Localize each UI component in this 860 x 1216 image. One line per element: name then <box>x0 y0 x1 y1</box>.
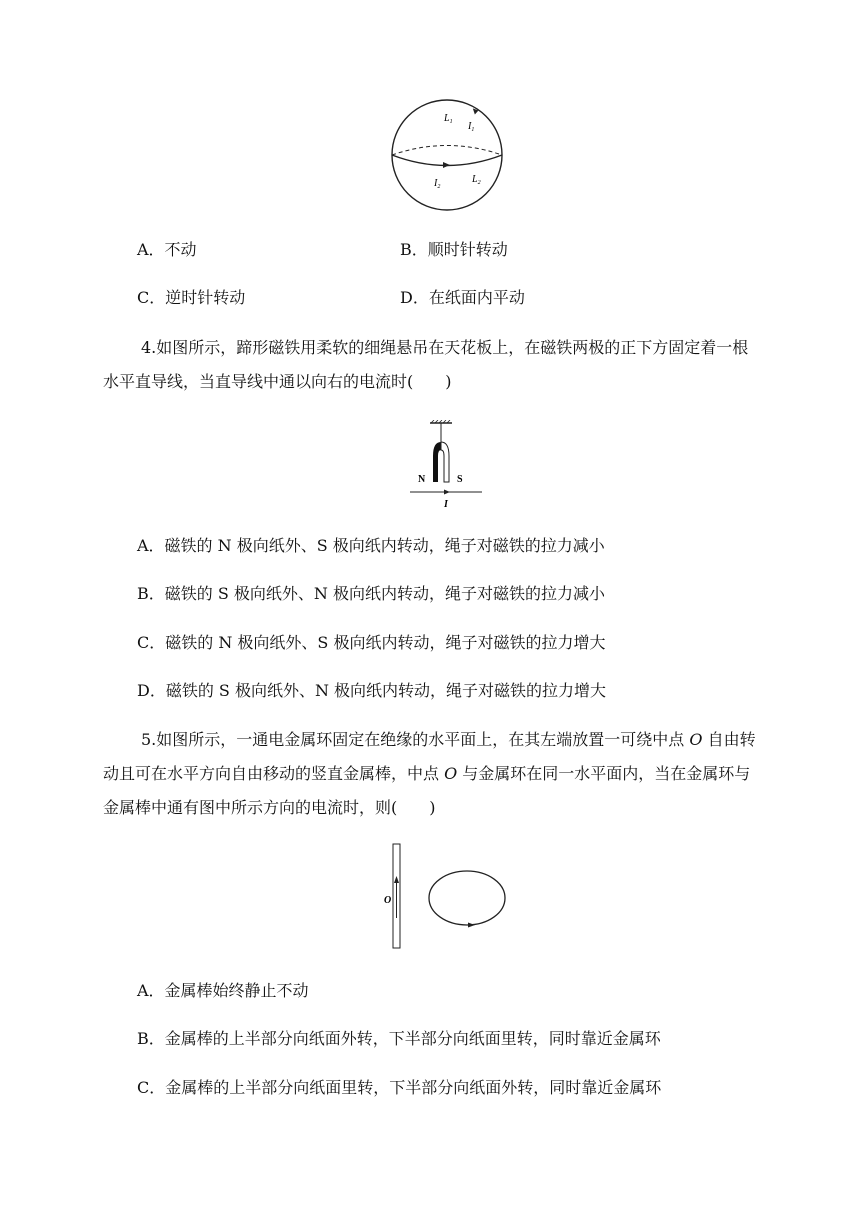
q5-stem-point-o-2: O <box>444 764 458 783</box>
q5-option-c: C．金属棒的上半部分向纸面里转，下半部分向纸面外转，同时靠近金属环 <box>137 1078 662 1097</box>
q4-stem: 4.如图所示，蹄形磁铁用柔软的细绳悬吊在天花板上，在磁铁两极的正下方固定着一根水平直导线，当直导线中通以向右的电流时( ) <box>103 338 749 391</box>
q5-option-b: B．金属棒的上半部分向纸面外转，下半部分向纸面里转，同时靠近金属环 <box>137 1029 661 1048</box>
rod-and-ring-figure <box>380 842 512 952</box>
label-l1: $L_1$ <box>444 113 453 125</box>
q3-option-c: C．逆时针转动 <box>137 288 246 307</box>
q5-stem-part-2: 自由转动且可在水平方向自由移动的竖直金属棒，中点 <box>103 730 756 783</box>
label-s-pole: S <box>457 474 463 485</box>
label-l2: $L_2$ <box>472 174 481 186</box>
q5-stem-point-o: O <box>689 730 703 749</box>
label-i2: $I_2$ <box>434 178 441 190</box>
label-n-pole: N <box>418 474 426 485</box>
q3-option-a: A．不动 <box>137 240 197 259</box>
ring-current-arrow <box>468 923 475 928</box>
q5-stem-part-3: 与金属环在同一水平面内，当在金属环与金属棒中通有图中所示方向的电流时，则( ) <box>103 764 751 817</box>
horseshoe-magnet-figure <box>410 420 488 512</box>
q4-option-d: D．磁铁的 S 极向纸外、N 极向纸内转动，绳子对磁铁的拉力增大 <box>137 681 607 700</box>
label-current-i: I <box>444 499 448 510</box>
q5-stem <box>103 723 763 825</box>
current-i2-arrow <box>443 162 450 168</box>
horseshoe-magnet-n-arm <box>433 442 441 482</box>
two-loops-sphere-figure <box>388 96 508 214</box>
horseshoe-magnet-s-arm <box>441 442 449 482</box>
metal-ring <box>429 871 505 925</box>
q5-option-a: A．金属棒始终静止不动 <box>137 981 309 1000</box>
label-i1: $I_1$ <box>468 121 475 133</box>
q4-option-a: A．磁铁的 N 极向纸外、S 极向纸内转动，绳子对磁铁的拉力减小 <box>137 536 605 555</box>
label-o: O <box>384 895 392 906</box>
q4-option-b: B．磁铁的 S 极向纸外、N 极向纸内转动，绳子对磁铁的拉力减小 <box>137 584 605 603</box>
horizontal-loop-l2-back <box>392 146 502 156</box>
current-arrow <box>444 490 450 495</box>
q4-option-c: C．磁铁的 N 极向纸外、S 极向纸内转动，绳子对磁铁的拉力增大 <box>137 633 606 652</box>
q3-option-d: D．在纸面内平动 <box>400 288 525 307</box>
q5-stem-part-1: 5.如图所示，一通电金属环固定在绝缘的水平面上，在其左端放置一可绕中点 <box>141 730 690 749</box>
q3-option-b: B．顺时针转动 <box>400 240 508 259</box>
